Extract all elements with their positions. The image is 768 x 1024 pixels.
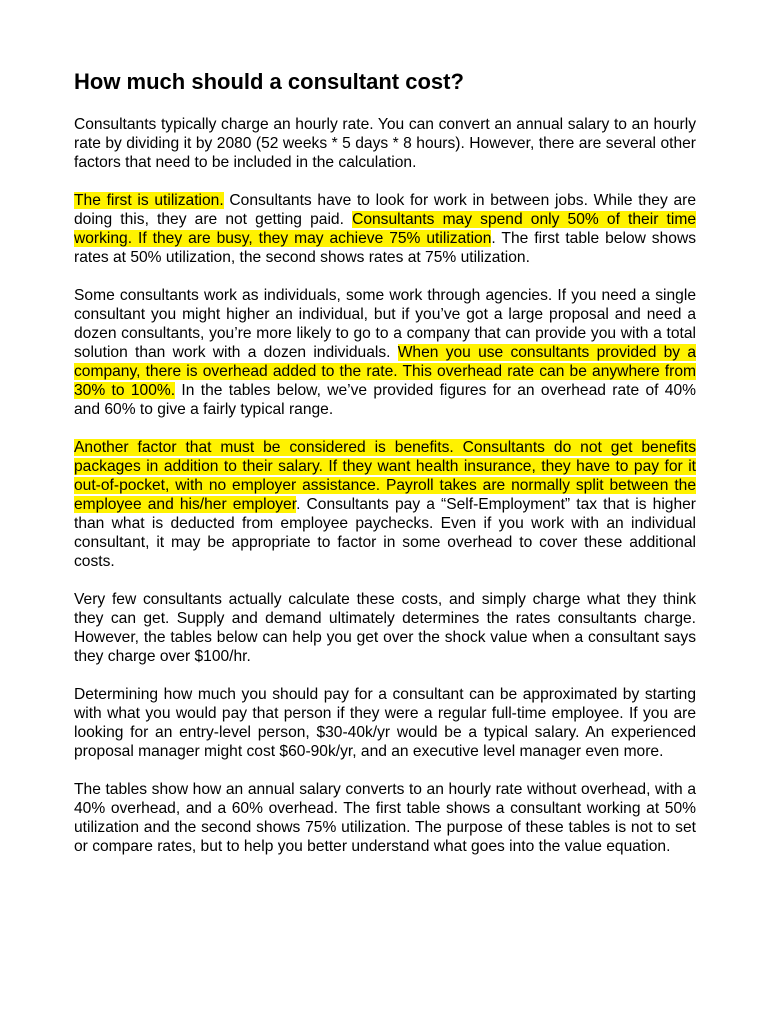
paragraph-text: Determining how much you should pay for a consultant can be approximated by starting with what you would pay that person if they were a regular full-time employee. If you are looking for an entry-level person, $30-40k/yr would be a typical salary. An experienced proposal manager might cost $60-90k/yr, and an executive level manager even more. [74,686,696,760]
paragraph-5 [74,590,696,666]
paragraph-text: . Consultants pay a “Self-Employment” tax that is higher than what is deducted from employee paychecks. Even if you work with an individual consultant, it may be appropriate to factor in some overhead to cover these additional costs. [74,496,696,570]
paragraph-text: Very few consultants actually calculate these costs, and simply charge what they think they can get. Supply and demand ultimately determines the rates consultants charge. However, the tables below can help you get over the shock value when a consultant says they charge over $100/hr. [74,591,696,665]
paragraph-6 [74,685,696,761]
paragraph-text: Consultants typically charge an hourly rate. You can convert an annual salary to an hourly rate by dividing it by 2080 (52 weeks * 5 days * 8 hours). However, there are several other factors that need to be included in the calculation. [74,116,696,171]
paragraph-7 [74,780,696,856]
paragraph-2 [74,191,696,267]
paragraph-text: The tables show how an annual salary converts to an hourly rate without overhead, with a 40% overhead, and a 60% overhead. The first table shows a consultant working at 50% utilization and the second shows 75% utilization. The purpose of these tables is not to set or compare rates, but to help you better understand what goes into the value equation. [74,781,696,855]
page-title: How much should a consultant cost? [74,69,464,94]
highlighted-text: Another factor that must be considered is benefits. Consultants do not get benefits packages in addition to their salary. If they want health insurance, they have to pay for it out-of-pocket, with no employer assistance. Payroll takes are normally split between the employee and his/her employer [74,439,696,513]
paragraph-text: Consultants have to look for work in between jobs. While they are doing this, they are not getting paid. [74,192,696,228]
paragraph-1 [74,115,696,172]
paragraph-4 [74,438,696,571]
paragraph-text: In the tables below, we’ve provided figures for an overhead rate of 40% and 60% to give a fairly typical range. [74,382,696,418]
highlighted-text: The first is utilization. [74,192,224,209]
document-body [74,115,696,856]
paragraph-text: Some consultants work as individuals, some work through agencies. If you need a single consultant you might higher an individual, but if you’ve got a large proposal and need a dozen consultants, you’re more likely to go to a company that can provide you with a total solution than work with a dozen individuals. [74,287,696,361]
paragraph-text: . The first table below shows rates at 50% utilization, the second shows rates at 75% utilization. [74,230,697,266]
document-page [74,68,696,875]
highlighted-text: When you use consultants provided by a company, there is overhead added to the rate. This overhead rate can be anywhere from 30% to 100%. [74,344,696,399]
paragraph-3 [74,286,696,419]
highlighted-text: Consultants may spend only 50% of their time working. If they are busy, they may achieve 75% utilization [74,211,696,247]
